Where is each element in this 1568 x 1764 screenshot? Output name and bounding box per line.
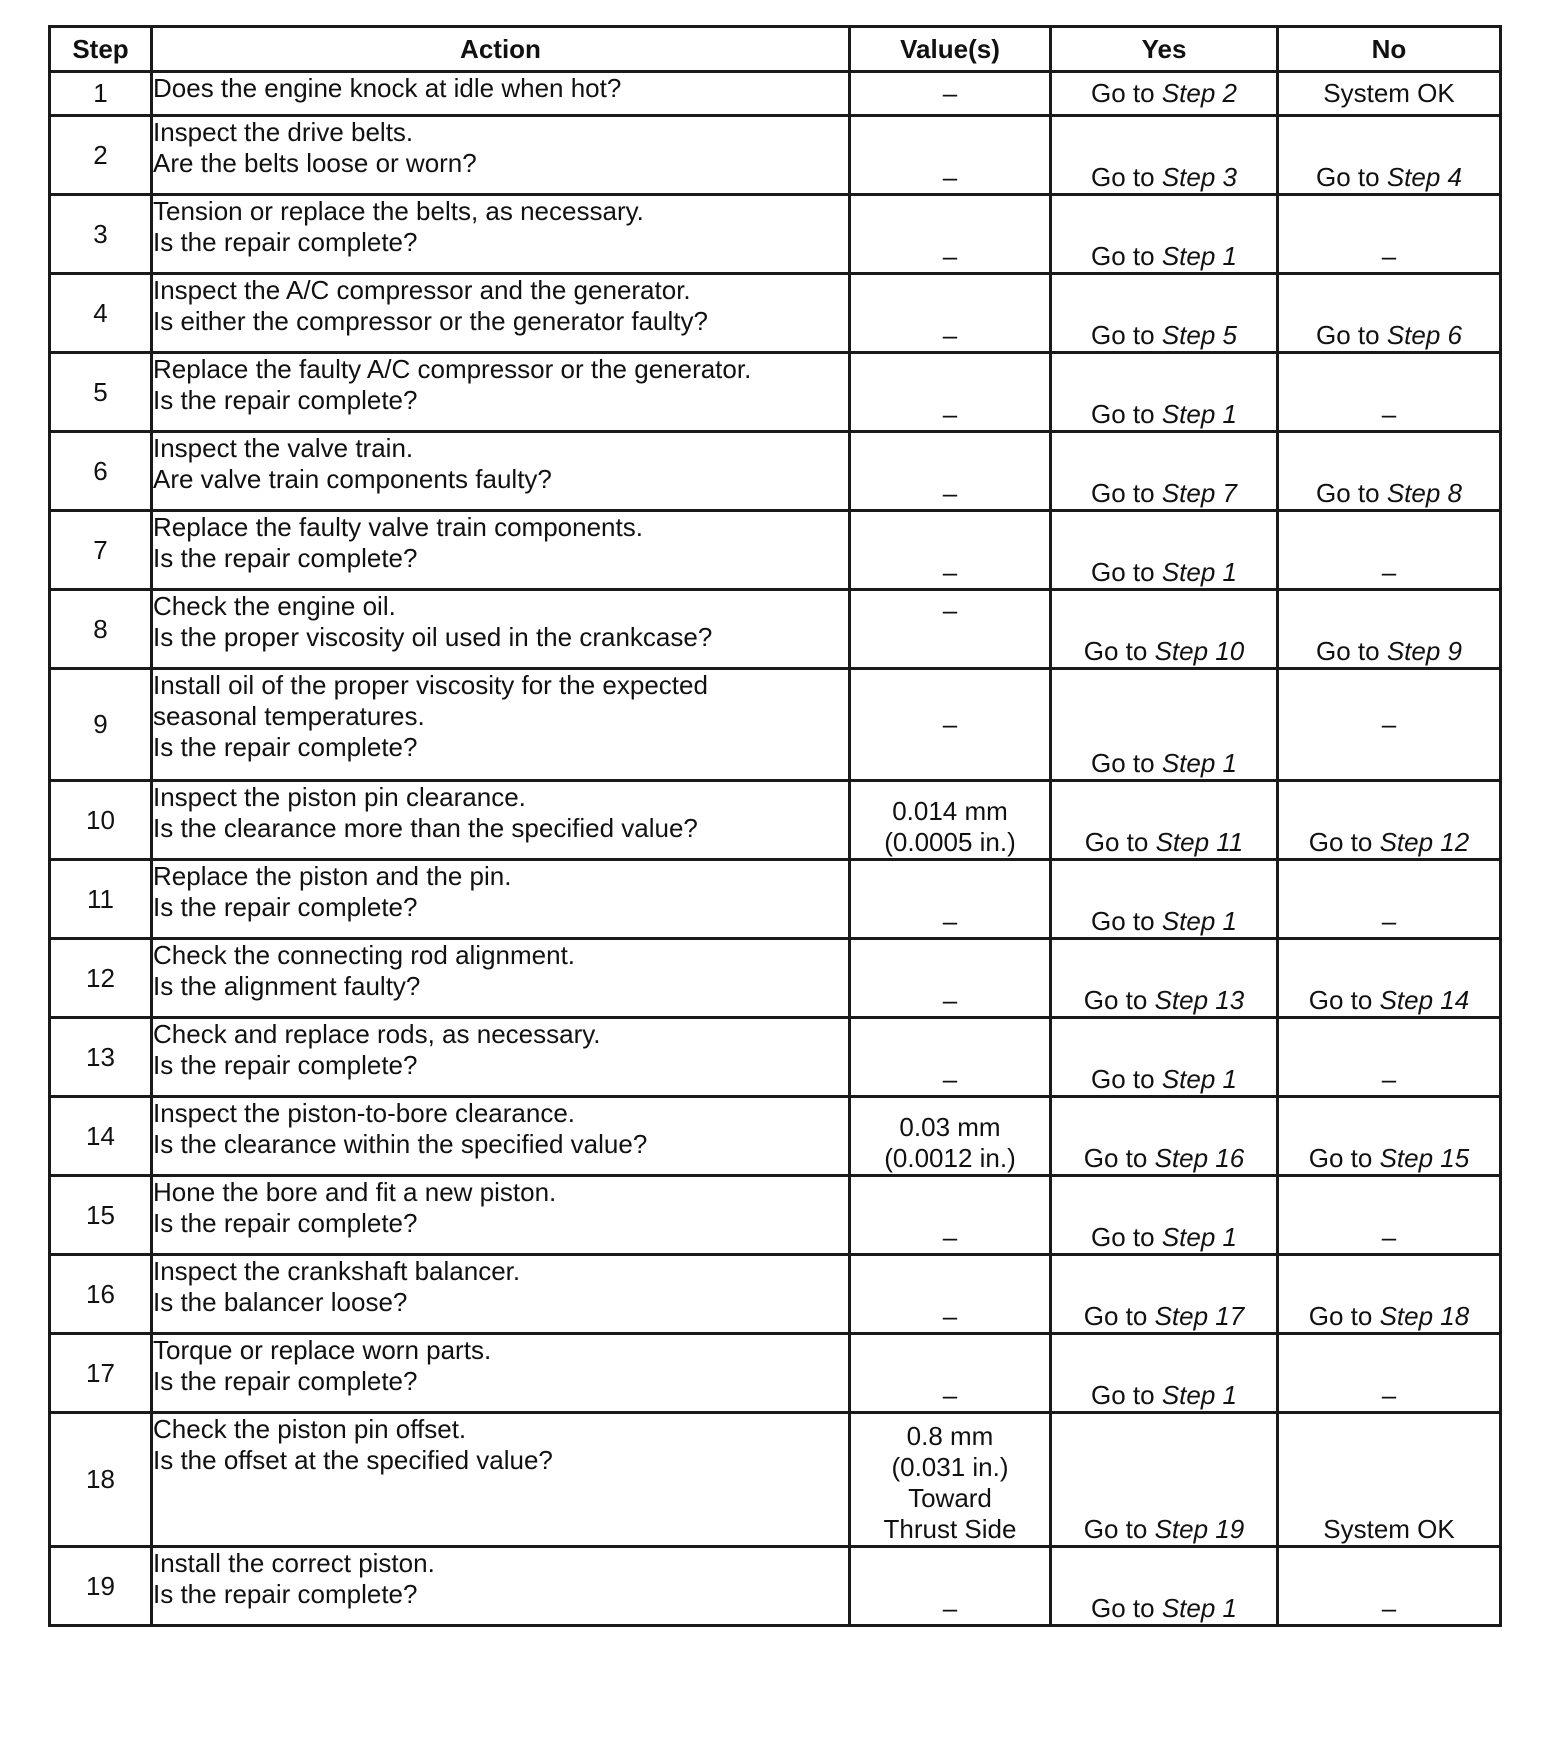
- action-line: Is the repair complete?: [153, 1208, 418, 1238]
- action-line: Tension or replace the belts, as necessary.: [153, 196, 644, 226]
- action-line: Inspect the piston-to-bore clearance.: [153, 1098, 576, 1128]
- no-prefix: Go to: [1308, 827, 1373, 857]
- no-prefix: Go to: [1308, 985, 1373, 1015]
- action-line: Torque or replace worn parts.: [153, 1335, 492, 1365]
- table-row: [50, 669, 1501, 781]
- value-cell: [850, 274, 1051, 353]
- yes-prefix: Go to: [1091, 78, 1155, 108]
- value-cell: [850, 116, 1051, 195]
- table-row: [50, 1097, 1501, 1176]
- yes-cell: [1051, 195, 1278, 274]
- action-line: Is the repair complete?: [153, 732, 418, 762]
- yes-cell: [1051, 511, 1278, 590]
- step-number: 1: [50, 72, 152, 116]
- no-step-ref: Step 15: [1379, 1143, 1470, 1173]
- no-cell: [1278, 669, 1501, 781]
- value-line: –: [942, 399, 958, 429]
- action-line: Replace the faulty A/C compressor or the generator.: [153, 354, 752, 384]
- no-prefix: Go to: [1316, 478, 1380, 508]
- step-number: 6: [50, 432, 152, 511]
- action-cell: [152, 860, 850, 939]
- step-number: 16: [50, 1255, 152, 1334]
- action-cell: [152, 432, 850, 511]
- yes-cell: [1051, 72, 1278, 116]
- no-cell: [1278, 1255, 1501, 1334]
- no-step-ref: Step 18: [1379, 1301, 1470, 1331]
- value-cell: [850, 353, 1051, 432]
- action-cell: [152, 939, 850, 1018]
- value-line: 0.8 mm: [906, 1421, 994, 1451]
- action-line: Is the offset at the specified value?: [153, 1445, 553, 1475]
- no-cell: [1278, 860, 1501, 939]
- yes-step-ref: Step 1: [1161, 1064, 1237, 1094]
- yes-prefix: Go to: [1091, 748, 1155, 778]
- no-prefix: Go to: [1308, 1143, 1373, 1173]
- no-prefix: –: [1381, 241, 1397, 271]
- action-line: Replace the piston and the pin.: [153, 861, 512, 891]
- step-number: 11: [50, 860, 152, 939]
- no-cell: [1278, 353, 1501, 432]
- yes-prefix: Go to: [1091, 162, 1155, 192]
- value-line: (0.0005 in.): [884, 827, 1016, 857]
- table-row: [50, 1547, 1501, 1626]
- header-action: Action: [152, 27, 850, 72]
- value-line: –: [942, 1593, 958, 1623]
- no-prefix: System OK: [1323, 1514, 1455, 1544]
- no-prefix: –: [1381, 709, 1397, 739]
- table-row: [50, 353, 1501, 432]
- yes-prefix: Go to: [1091, 478, 1155, 508]
- no-cell: [1278, 590, 1501, 669]
- yes-cell: [1051, 116, 1278, 195]
- action-cell: [152, 116, 850, 195]
- no-prefix: –: [1381, 399, 1397, 429]
- action-cell: [152, 1097, 850, 1176]
- step-number: 5: [50, 353, 152, 432]
- value-cell: [850, 72, 1051, 116]
- no-cell: [1278, 781, 1501, 860]
- action-line: Check the piston pin offset.: [153, 1414, 467, 1444]
- no-prefix: –: [1381, 1593, 1397, 1623]
- yes-prefix: Go to: [1091, 241, 1155, 271]
- no-prefix: –: [1381, 1064, 1397, 1094]
- yes-step-ref: Step 1: [1161, 557, 1237, 587]
- table-row: [50, 1255, 1501, 1334]
- table-row: [50, 116, 1501, 195]
- value-line: –: [942, 1064, 958, 1094]
- yes-step-ref: Step 3: [1161, 162, 1237, 192]
- action-line: Is the repair complete?: [153, 1366, 418, 1396]
- yes-step-ref: Step 11: [1155, 827, 1244, 857]
- step-number: 2: [50, 116, 152, 195]
- no-cell: [1278, 274, 1501, 353]
- yes-cell: [1051, 1097, 1278, 1176]
- value-line: (0.0012 in.): [884, 1143, 1016, 1173]
- no-cell: [1278, 1334, 1501, 1413]
- yes-cell: [1051, 860, 1278, 939]
- value-cell: [850, 1255, 1051, 1334]
- yes-cell: [1051, 669, 1278, 781]
- action-line: Install oil of the proper viscosity for the expected: [153, 670, 708, 700]
- value-line: –: [942, 1301, 958, 1331]
- value-cell: [850, 1018, 1051, 1097]
- yes-step-ref: Step 1: [1161, 906, 1237, 936]
- action-line: Is the repair complete?: [153, 1050, 418, 1080]
- value-line: –: [942, 595, 958, 625]
- yes-step-ref: Step 10: [1154, 636, 1245, 666]
- action-line: Is the alignment faulty?: [153, 971, 421, 1001]
- value-line: 0.014 mm: [892, 796, 1008, 826]
- no-cell: [1278, 1097, 1501, 1176]
- yes-step-ref: Step 17: [1154, 1301, 1245, 1331]
- action-line: Is the repair complete?: [153, 543, 418, 573]
- action-line: Is the balancer loose?: [153, 1287, 408, 1317]
- value-cell: [850, 1413, 1051, 1547]
- no-cell: [1278, 195, 1501, 274]
- no-cell: [1278, 1413, 1501, 1547]
- yes-prefix: Go to: [1091, 1380, 1155, 1410]
- no-step-ref: Step 12: [1379, 827, 1470, 857]
- yes-prefix: Go to: [1083, 1301, 1148, 1331]
- value-cell: [850, 1547, 1051, 1626]
- table-body: [50, 72, 1501, 1626]
- step-number: 15: [50, 1176, 152, 1255]
- action-line: Install the correct piston.: [153, 1548, 435, 1578]
- action-line: Inspect the piston pin clearance.: [153, 782, 526, 812]
- diagnostic-table: [48, 25, 1502, 1627]
- value-cell: [850, 669, 1051, 781]
- no-prefix: –: [1381, 906, 1397, 936]
- action-cell: [152, 511, 850, 590]
- value-line: Toward: [908, 1483, 992, 1513]
- no-prefix: Go to: [1316, 636, 1380, 666]
- table-row: [50, 590, 1501, 669]
- value-cell: [850, 590, 1051, 669]
- value-cell: [850, 195, 1051, 274]
- table-row: [50, 860, 1501, 939]
- value-line: Thrust Side: [883, 1514, 1017, 1544]
- yes-step-ref: Step 13: [1154, 985, 1245, 1015]
- value-cell: [850, 1097, 1051, 1176]
- yes-prefix: Go to: [1091, 320, 1155, 350]
- action-cell: [152, 1547, 850, 1626]
- yes-prefix: Go to: [1084, 827, 1149, 857]
- yes-step-ref: Step 1: [1161, 1593, 1237, 1623]
- action-cell: [152, 72, 850, 116]
- action-cell: [152, 274, 850, 353]
- action-line: Inspect the valve train.: [153, 433, 414, 463]
- action-line: Is the repair complete?: [153, 227, 418, 257]
- action-line: Hone the bore and fit a new piston.: [153, 1177, 557, 1207]
- action-cell: [152, 1176, 850, 1255]
- action-line: Is the repair complete?: [153, 1579, 418, 1609]
- yes-step-ref: Step 19: [1154, 1514, 1245, 1544]
- value-line: –: [942, 478, 958, 508]
- header-step: Step: [50, 27, 152, 72]
- table-row: [50, 1176, 1501, 1255]
- no-cell: [1278, 432, 1501, 511]
- yes-step-ref: Step 1: [1161, 1380, 1237, 1410]
- step-number: 19: [50, 1547, 152, 1626]
- yes-cell: [1051, 939, 1278, 1018]
- header-no: No: [1278, 27, 1501, 72]
- action-line: Replace the faulty valve train components.: [153, 512, 643, 542]
- no-step-ref: Step 9: [1386, 636, 1462, 666]
- yes-step-ref: Step 1: [1161, 241, 1237, 271]
- action-cell: [152, 669, 850, 781]
- header-row: [50, 27, 1501, 72]
- table-row: [50, 939, 1501, 1018]
- value-line: –: [942, 985, 958, 1015]
- action-line: Check the engine oil.: [153, 591, 396, 621]
- action-cell: [152, 1255, 850, 1334]
- table-row: [50, 511, 1501, 590]
- yes-step-ref: Step 5: [1161, 320, 1237, 350]
- value-line: –: [942, 557, 958, 587]
- action-line: Are the belts loose or worn?: [153, 148, 477, 178]
- yes-step-ref: Step 1: [1161, 1222, 1237, 1252]
- no-cell: [1278, 1018, 1501, 1097]
- value-cell: [850, 432, 1051, 511]
- yes-prefix: Go to: [1083, 1143, 1148, 1173]
- table-row: [50, 432, 1501, 511]
- value-line: –: [942, 320, 958, 350]
- value-line: –: [942, 1380, 958, 1410]
- value-line: –: [942, 162, 958, 192]
- yes-step-ref: Step 16: [1154, 1143, 1245, 1173]
- action-line: Is the clearance within the specified value?: [153, 1129, 648, 1159]
- action-line: Are valve train components faulty?: [153, 464, 552, 494]
- no-prefix: –: [1381, 557, 1397, 587]
- no-cell: [1278, 511, 1501, 590]
- table-row: [50, 1334, 1501, 1413]
- value-cell: [850, 939, 1051, 1018]
- header-yes: Yes: [1051, 27, 1278, 72]
- step-number: 13: [50, 1018, 152, 1097]
- yes-prefix: Go to: [1091, 906, 1155, 936]
- no-cell: [1278, 1547, 1501, 1626]
- value-line: –: [942, 241, 958, 271]
- table-row: [50, 1018, 1501, 1097]
- no-step-ref: Step 14: [1379, 985, 1470, 1015]
- action-line: Does the engine knock at idle when hot?: [153, 73, 622, 103]
- yes-prefix: Go to: [1083, 985, 1148, 1015]
- action-line: Check the connecting rod alignment.: [153, 940, 576, 970]
- action-cell: [152, 1413, 850, 1547]
- step-number: 4: [50, 274, 152, 353]
- yes-prefix: Go to: [1091, 399, 1155, 429]
- action-line: Inspect the crankshaft balancer.: [153, 1256, 521, 1286]
- no-prefix: –: [1381, 1380, 1397, 1410]
- yes-cell: [1051, 1176, 1278, 1255]
- value-cell: [850, 781, 1051, 860]
- value-line: –: [942, 1222, 958, 1252]
- action-line: Inspect the A/C compressor and the generator.: [153, 275, 691, 305]
- value-cell: [850, 1334, 1051, 1413]
- action-line: Is the repair complete?: [153, 385, 418, 415]
- yes-prefix: Go to: [1091, 1593, 1155, 1623]
- step-number: 10: [50, 781, 152, 860]
- yes-step-ref: Step 7: [1161, 478, 1237, 508]
- action-line: Is the repair complete?: [153, 892, 418, 922]
- yes-prefix: Go to: [1091, 557, 1155, 587]
- no-prefix: Go to: [1308, 1301, 1373, 1331]
- yes-step-ref: Step 1: [1161, 748, 1237, 778]
- no-step-ref: Step 4: [1386, 162, 1462, 192]
- table-row: [50, 72, 1501, 116]
- no-cell: [1278, 72, 1501, 116]
- step-number: 8: [50, 590, 152, 669]
- value-line: –: [942, 906, 958, 936]
- action-cell: [152, 590, 850, 669]
- no-prefix: System OK: [1323, 78, 1455, 108]
- no-cell: [1278, 939, 1501, 1018]
- yes-prefix: Go to: [1083, 636, 1148, 666]
- no-step-ref: Step 8: [1386, 478, 1462, 508]
- yes-cell: [1051, 274, 1278, 353]
- action-cell: [152, 353, 850, 432]
- action-line: Is the proper viscosity oil used in the crankcase?: [153, 622, 713, 652]
- step-number: 17: [50, 1334, 152, 1413]
- action-line: Is either the compressor or the generator faulty?: [153, 306, 708, 336]
- action-line: seasonal temperatures.: [153, 701, 425, 731]
- step-number: 14: [50, 1097, 152, 1176]
- step-number: 7: [50, 511, 152, 590]
- action-cell: [152, 195, 850, 274]
- table-row: [50, 1413, 1501, 1547]
- no-cell: [1278, 116, 1501, 195]
- yes-prefix: Go to: [1083, 1514, 1148, 1544]
- yes-cell: [1051, 353, 1278, 432]
- yes-cell: [1051, 1547, 1278, 1626]
- value-line: –: [942, 709, 958, 739]
- action-cell: [152, 1018, 850, 1097]
- step-number: 9: [50, 669, 152, 781]
- value-line: (0.031 in.): [891, 1452, 1009, 1482]
- yes-step-ref: Step 2: [1161, 78, 1237, 108]
- yes-cell: [1051, 1255, 1278, 1334]
- no-prefix: Go to: [1316, 320, 1380, 350]
- no-step-ref: Step 6: [1386, 320, 1462, 350]
- step-number: 3: [50, 195, 152, 274]
- action-cell: [152, 781, 850, 860]
- yes-cell: [1051, 1334, 1278, 1413]
- table-row: [50, 274, 1501, 353]
- yes-cell: [1051, 432, 1278, 511]
- yes-cell: [1051, 1413, 1278, 1547]
- yes-step-ref: Step 1: [1161, 399, 1237, 429]
- value-cell: [850, 511, 1051, 590]
- step-number: 12: [50, 939, 152, 1018]
- value-line: –: [942, 78, 958, 108]
- yes-cell: [1051, 1018, 1278, 1097]
- yes-cell: [1051, 590, 1278, 669]
- no-cell: [1278, 1176, 1501, 1255]
- action-line: Is the clearance more than the specified value?: [153, 813, 698, 843]
- no-prefix: –: [1381, 1222, 1397, 1252]
- yes-cell: [1051, 781, 1278, 860]
- header-values: Value(s): [850, 27, 1051, 72]
- yes-prefix: Go to: [1091, 1064, 1155, 1094]
- yes-prefix: Go to: [1091, 1222, 1155, 1252]
- action-line: Inspect the drive belts.: [153, 117, 414, 147]
- value-line: 0.03 mm: [899, 1112, 1001, 1142]
- no-prefix: Go to: [1316, 162, 1380, 192]
- value-cell: [850, 1176, 1051, 1255]
- action-cell: [152, 1334, 850, 1413]
- action-line: Check and replace rods, as necessary.: [153, 1019, 601, 1049]
- step-number: 18: [50, 1413, 152, 1547]
- table-row: [50, 781, 1501, 860]
- value-cell: [850, 860, 1051, 939]
- table-row: [50, 195, 1501, 274]
